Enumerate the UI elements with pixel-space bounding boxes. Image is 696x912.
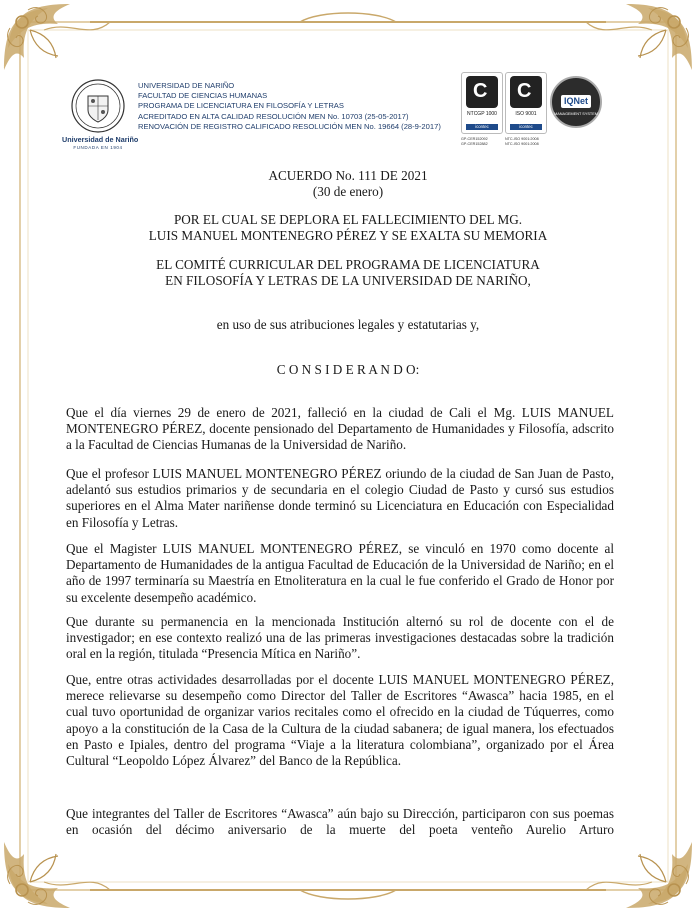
iqnet-mark: MANAGEMENT SYSTEM xyxy=(554,112,598,116)
cert-label: ISO 9001 xyxy=(515,111,537,117)
icontec-mark: icontec xyxy=(510,124,542,130)
considerando-paragraph: Que integrantes del Taller de Escritores “Awasca” aún bajo su Dirección, participaron con sus poemas en ocasión del décimo aniversario de la muerte del poeta venteño Aurelio Arturo xyxy=(66,806,614,838)
issuer-line: EN FILOSOFÍA Y LETRAS DE LA UNIVERSIDAD DE NARIÑO, xyxy=(165,273,531,288)
document-date: (30 de enero) xyxy=(312,184,384,199)
letterhead-line: RENOVACIÓN DE REGISTRO CALIFICADO RESOLUCIÓN MEN No. 19664 (28-9-2017) xyxy=(138,121,441,131)
subject-line: POR EL CUAL SE DEPLORA EL FALLECIMIENTO DEL MG. xyxy=(173,212,523,227)
considerando-paragraph: Que el profesor LUIS MANUEL MONTENEGRO PÉREZ oriundo de la ciudad de San Juan de Pasto, adelantó sus estudios primarios y de secundaria en el colegio Ciudad de Pasto y cursó sus estudios superiores en el Alma Mater nariñense donde terminó su Licenciatura en Educación con Especialidad en Filosofía y Letras. xyxy=(66,466,614,530)
letterhead-line: UNIVERSIDAD DE NARIÑO xyxy=(138,81,235,90)
cert-code: GP-CER152882 xyxy=(461,142,488,146)
iqnet-label: IQNet xyxy=(561,95,591,108)
letterhead-line: ACREDITADO EN ALTA CALIDAD RESOLUCIÓN MEN No. 10703 (25-05-2017) xyxy=(138,111,409,121)
iqnet-cert-badge xyxy=(550,76,602,128)
cert-code: GP-CER152092 xyxy=(461,137,488,141)
cert-label: NTCGP 1000 xyxy=(467,111,497,117)
considerando-paragraph: Que durante su permanencia en la mencionada Institución alternó su rol de docente con el de investigador; en ese contexto realizó una de las primeras investigaciones destacadas sobre la tradición oral en la región, titulada “Presencia Mítica en Nariño”. xyxy=(66,614,614,662)
university-seal-icon xyxy=(68,78,128,140)
letterhead xyxy=(62,74,628,164)
letterhead-line: FACULTAD DE CIENCIAS HUMANAS xyxy=(138,91,268,101)
considerando-heading: C O N S I D E R A N D O: xyxy=(276,362,420,377)
certification-icon: C xyxy=(473,80,488,102)
letterhead-line: PROGRAMA DE LICENCIATURA EN FILOSOFÍA Y LETRAS xyxy=(138,101,344,111)
powers-statement: en uso de sus atribuciones legales y estatutarias y, xyxy=(216,317,480,332)
considerando-paragraph: Que el Magister LUIS MANUEL MONTENEGRO PÉREZ, se vinculó en 1970 como docente al Departamento de Humanidades de la antigua Facultad de Educación de la Universidad de Nariño; en el año de 1997 terminaría su Maestría en Etnoliteratura en la cual le fue conferido el Grado de Honor por su excelente desempeño académico. xyxy=(66,541,614,605)
certification-logos xyxy=(461,72,601,152)
letterhead-text xyxy=(138,81,441,132)
certification-icon: C xyxy=(517,80,532,102)
cert-code: NTC-ISO 9001:2008 xyxy=(505,137,539,141)
icontec-mark: icontec xyxy=(466,124,498,130)
document-title: ACUERDO No. 111 DE 2021 xyxy=(268,168,428,183)
ntcgp-cert-badge xyxy=(461,72,503,134)
iso9001-cert-badge xyxy=(505,72,547,134)
subject-line: LUIS MANUEL MONTENEGRO PÉREZ Y SE EXALTA SU MEMORIA xyxy=(148,228,548,243)
considerando-paragraph: Que el día viernes 29 de enero de 2021, falleció en la ciudad de Cali el Mg. LUIS MANUEL MONTENEGRO PÉREZ, docente pensionado del Departamento de Humanidades y Filosofía, adscrito a la Facultad de Ciencias Humanas de la Universidad de Nariño. xyxy=(66,405,614,453)
cert-code: NTC-ISO 9001:2008 xyxy=(505,142,539,146)
considerando-paragraph: Que, entre otras actividades desarrolladas por el docente LUIS MANUEL MONTENEGRO PÉREZ, merece relievarse su desempeño como Director del Taller de Escritores “Awasca” hacia 1985, en el cual tuvo oportunidad de organizar varios recitales como el ofrecido en la ciudad de Túquerres, como apoyo a la constitución de la Casa de la Cultura de la ciudad sabanera; de igual manera, los efectuados en Pasto e Ipiales, dentro del programa “Viaje a la literatura colombiana”, organizado por el Área Cultural “Leopoldo López Álvarez” del Banco de la República. xyxy=(66,672,614,769)
issuer-line: EL COMITÉ CURRICULAR DEL PROGRAMA DE LICENCIATURA xyxy=(156,257,540,272)
university-logo-name: Universidad de Nariño xyxy=(62,135,139,144)
university-founded: FUNDADA EN 1904 xyxy=(73,145,123,150)
